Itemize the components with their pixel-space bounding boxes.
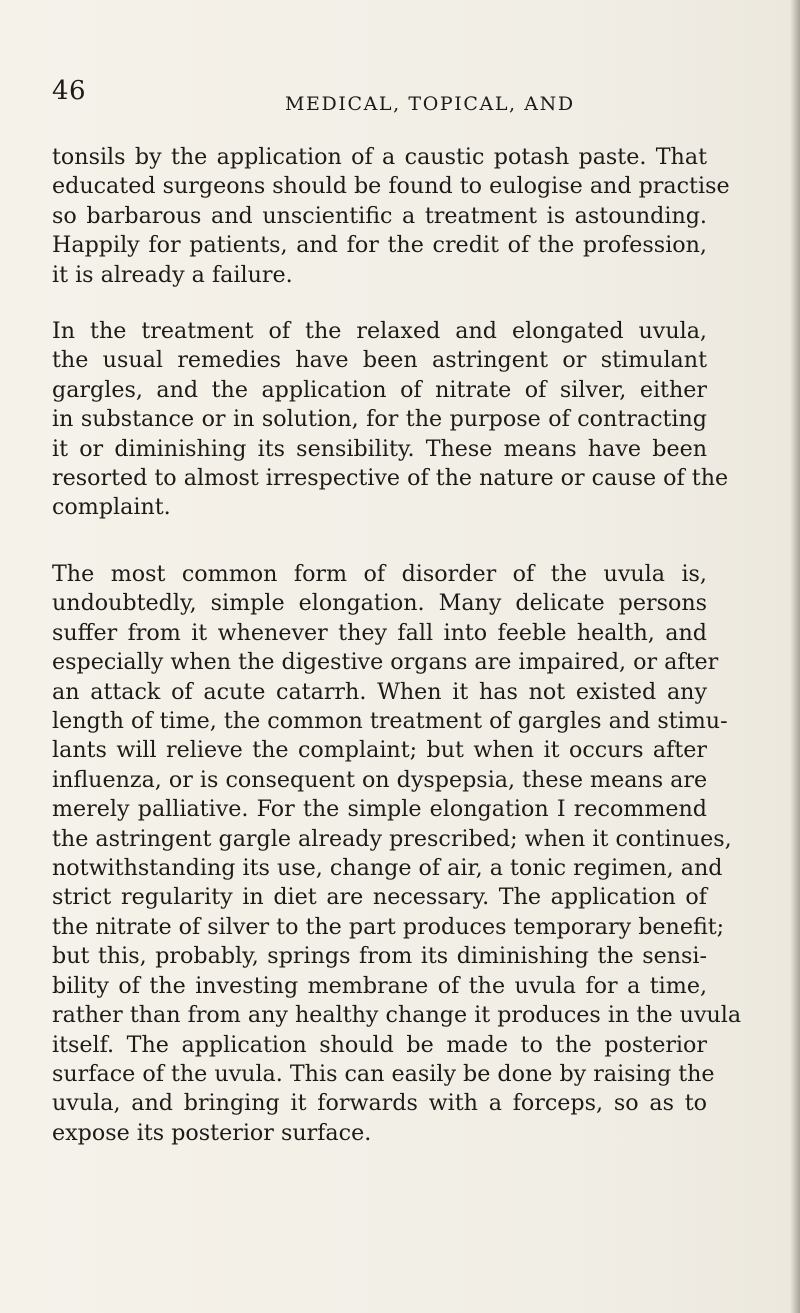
page-edge-shadow [790, 0, 800, 1313]
text-line: influenza, or is consequent on dyspepsia, these means are [52, 766, 708, 793]
text-line: resorted to almost irrespective of the nature or cause of the [52, 465, 729, 492]
text-line: lants will relieve the complaint; but when it occurs after [52, 737, 707, 764]
text-line: notwithstanding its use, change of air, a tonic regimen, and [52, 855, 723, 882]
text-line: an attack of acute catarrh. When it has not existed any [52, 678, 707, 705]
text-line: bility of the investing membrane of the uvula for a time, [52, 972, 707, 999]
text-line: merely palliative. For the simple elongation I recommend [52, 796, 707, 823]
text-line: but this, probably, springs from its diminishing the sensi- [52, 943, 707, 970]
text-line: so barbarous and unscientific a treatment is astounding. [52, 202, 707, 229]
text-line: complaint. [52, 494, 171, 521]
text-line: tonsils by the application of a caustic potash paste. That [52, 144, 707, 170]
text-line: it is already a failure. [52, 261, 293, 288]
text-line: strict regularity in diet are necessary. The application of [52, 884, 707, 911]
page-number: 46 [52, 76, 87, 106]
text-line: it or diminishing its sensibility. These means have been [52, 435, 707, 462]
text-line: gargles, and the application of nitrate of silver, either [52, 376, 707, 403]
paragraph-3 [52, 560, 742, 1148]
text-line: length of time, the common treatment of gargles and stimu- [52, 708, 728, 735]
running-head: MEDICAL, TOPICAL, AND [285, 93, 575, 115]
text-line: educated surgeons should be found to eulogise and practise [52, 173, 730, 200]
text-line: rather than from any healthy change it produces in the uvula [52, 1002, 742, 1029]
text-line: surface of the uvula. This can easily be done by raising the [52, 1060, 715, 1087]
text-line: in substance or in solution, for the purpose of contracting [52, 406, 707, 433]
text-line: the usual remedies have been astringent or stimulant [52, 347, 707, 374]
paragraph-1 [52, 143, 730, 290]
text-line: undoubtedly, simple elongation. Many delicate persons [52, 590, 707, 617]
text-line: In the treatment of the relaxed and elongated uvula, [52, 318, 707, 344]
paragraph-2 [52, 317, 729, 523]
text-line: The most common form of disorder of the uvula is, [52, 561, 707, 587]
text-line: suffer from it whenever they fall into feeble health, and [52, 619, 707, 646]
text-line: expose its posterior surface. [52, 1119, 372, 1146]
text-line: Happily for patients, and for the credit of the profession, [52, 232, 707, 259]
text-line: the astringent gargle already prescribed; when it continues, [52, 825, 732, 852]
text-line: the nitrate of silver to the part produces temporary benefit; [52, 913, 725, 940]
text-line: itself. The application should be made to the posterior [52, 1031, 707, 1058]
text-line: uvula, and bringing it forwards with a forceps, so as to [52, 1090, 707, 1117]
text-line: especially when the digestive organs are impaired, or after [52, 649, 719, 676]
